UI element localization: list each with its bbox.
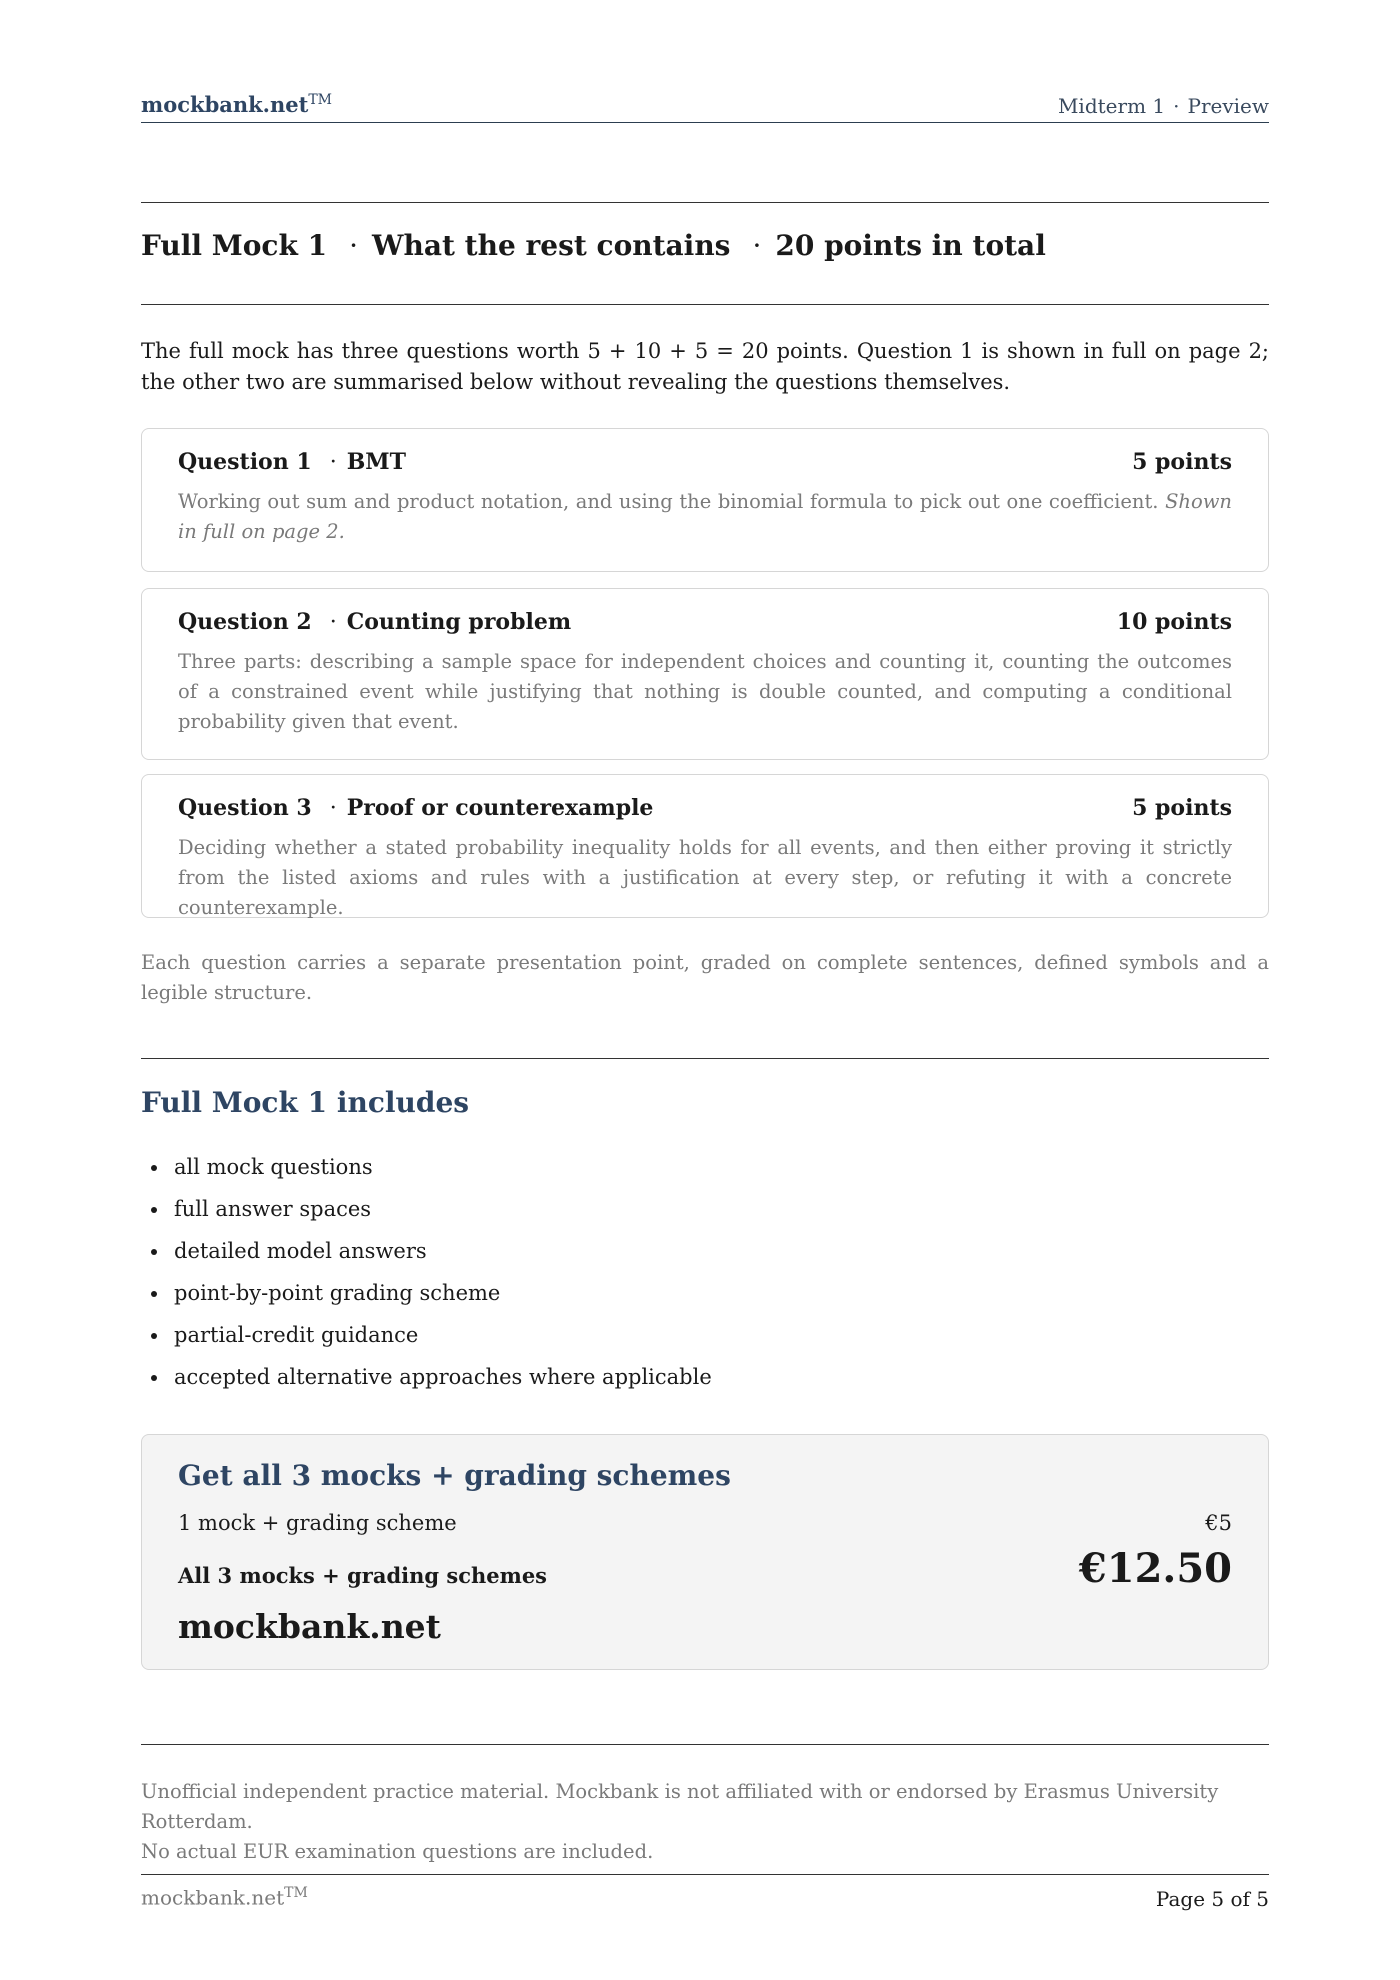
header-brand[interactable] xyxy=(141,92,332,117)
title-separator: · xyxy=(349,229,359,262)
question-points: 5 points xyxy=(1132,449,1232,475)
question-title xyxy=(178,609,571,635)
pricing-site-link[interactable]: mockbank.net xyxy=(178,1607,441,1646)
question-topic: Proof or counterexample xyxy=(346,795,654,821)
question-separator: · xyxy=(329,610,337,635)
footer-brand-name: mockbank.net xyxy=(141,1885,285,1910)
single-mock-price: €5 xyxy=(1205,1511,1232,1535)
question-description-text: Working out sum and product notation, and using the binomial formula to pick out one coefficient. xyxy=(178,490,1159,513)
intro-paragraph: The full mock has three questions worth 5 + 10 + 5 = 20 points. Question 1 is shown in full on page 2; the other two are summarised below without revealing the questions themselves. xyxy=(141,339,1269,394)
disclaimer-line: No actual EUR examination questions are included. xyxy=(141,1840,654,1863)
question-header xyxy=(178,609,1232,639)
question-header xyxy=(178,795,1232,825)
question-separator: · xyxy=(329,450,337,475)
footer-trademark: TM xyxy=(284,1885,308,1901)
question-title xyxy=(178,449,406,475)
list-item: all mock questions xyxy=(141,1146,712,1188)
pricing-heading: Get all 3 mocks + grading schemes xyxy=(178,1459,731,1492)
question-card xyxy=(141,588,1269,760)
header-exam-name: Midterm 1 xyxy=(1057,94,1166,118)
question-number: Question 1 xyxy=(178,449,312,475)
bundle-price: €12.50 xyxy=(1078,1545,1232,1592)
question-description xyxy=(178,487,1232,547)
list-item: accepted alternative approaches where applicable xyxy=(141,1356,712,1398)
header-mode: Preview xyxy=(1187,94,1269,118)
footer-brand[interactable] xyxy=(141,1885,308,1910)
header-trademark: TM xyxy=(308,92,333,108)
question-topic: BMT xyxy=(346,449,407,475)
includes-list xyxy=(141,1146,712,1398)
single-mock-label: 1 mock + grading scheme xyxy=(178,1511,457,1535)
question-header xyxy=(178,449,1232,479)
question-number: Question 3 xyxy=(178,795,312,821)
question-card xyxy=(141,774,1269,918)
includes-rule xyxy=(141,1058,1269,1059)
question-points: 5 points xyxy=(1132,795,1232,821)
section-title-mock: Full Mock 1 xyxy=(141,229,328,262)
bundle-label: All 3 mocks + grading schemes xyxy=(178,1563,548,1588)
page-number: Page 5 of 5 xyxy=(1155,1887,1269,1911)
pricing-box xyxy=(141,1434,1269,1670)
header-separator: · xyxy=(1173,94,1180,118)
title-separator: · xyxy=(752,229,762,262)
question-separator: · xyxy=(329,796,337,821)
question-topic: Counting problem xyxy=(346,609,572,635)
question-title xyxy=(178,795,653,821)
disclaimer-line: Unofficial independent practice material. Mockbank is not affiliated with or endorsed by Erasmus University Rotterdam. xyxy=(141,1780,1219,1833)
question-description: Deciding whether a stated probability inequality holds for all events, and then either proving it strictly from the listed axioms and rules with a justification at every step, or refuting it with a concrete counterexample. xyxy=(178,836,1232,919)
disclaimer xyxy=(141,1777,1281,1867)
presentation-note: Each question carries a separate presentation point, graded on complete sentences, defined symbols and a legible structure. xyxy=(141,951,1269,1004)
section-title xyxy=(141,229,1046,262)
page-footer xyxy=(141,1874,1269,1915)
question-description: Three parts: describing a sample space for independent choices and counting it, counting the outcomes of a constrained event while justifying that nothing is double counted, and computing a conditional probability given that event. xyxy=(178,650,1232,733)
list-item: detailed model answers xyxy=(141,1230,712,1272)
list-item: full answer spaces xyxy=(141,1188,712,1230)
page-header xyxy=(141,88,1269,123)
question-number: Question 2 xyxy=(178,609,312,635)
question-page-reference: Shown in full on page 2. xyxy=(178,490,1232,543)
list-item: point-by-point grading scheme xyxy=(141,1272,712,1314)
title-rule-top xyxy=(141,202,1269,203)
question-points: 10 points xyxy=(1116,609,1232,635)
section-title-points: 20 points in total xyxy=(775,229,1046,262)
list-item: partial-credit guidance xyxy=(141,1314,712,1356)
title-rule-bottom xyxy=(141,304,1269,305)
document-page xyxy=(141,0,1269,1980)
header-brand-name: mockbank.net xyxy=(141,92,309,117)
includes-heading: Full Mock 1 includes xyxy=(141,1086,470,1119)
header-exam-info xyxy=(1058,94,1269,118)
disclaimer-rule xyxy=(141,1744,1269,1745)
section-title-subject: What the rest contains xyxy=(372,229,731,262)
question-card xyxy=(141,428,1269,572)
